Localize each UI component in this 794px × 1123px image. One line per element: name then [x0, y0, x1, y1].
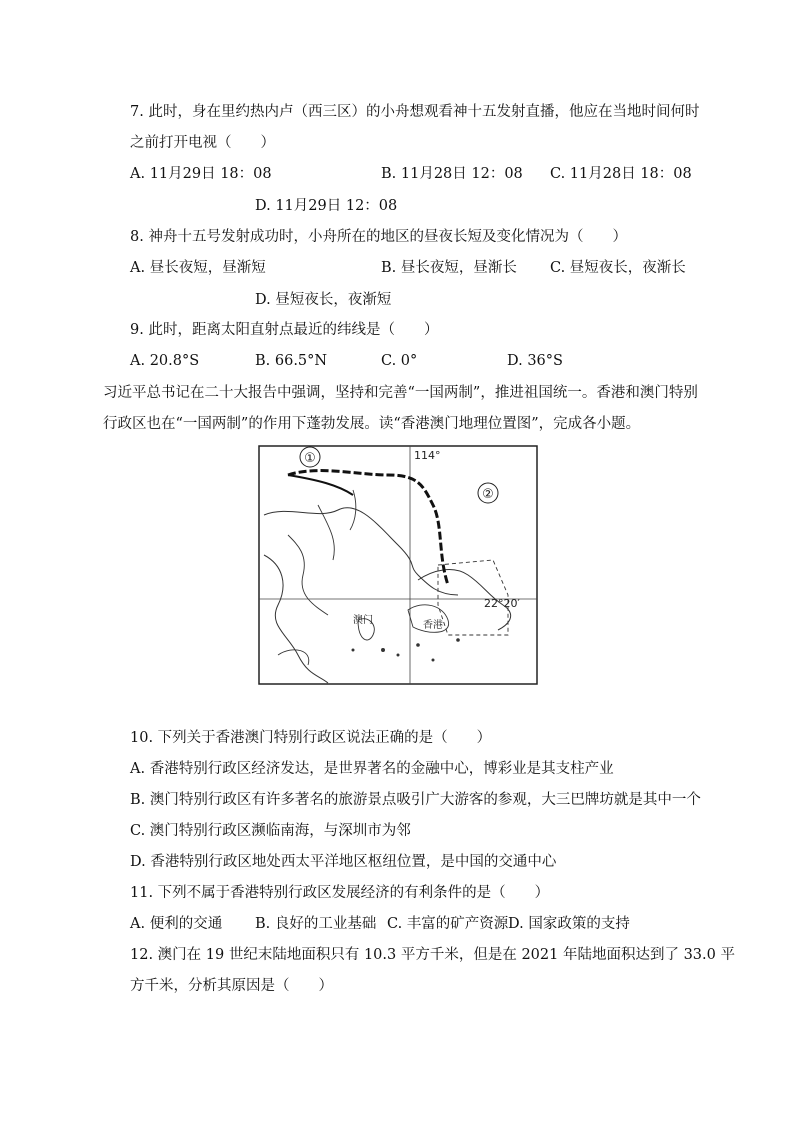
q11-stem: 11. 下列不属于香港特别行政区发展经济的有利条件的是（ ）	[130, 885, 550, 901]
q7-option-c: C. 11月28日 18：08	[550, 166, 692, 182]
longitude-label: 114°	[414, 449, 441, 462]
q9-option-a: A. 20.8°S	[130, 353, 200, 369]
q11-option-b: B. 良好的工业基础	[255, 916, 377, 932]
q11-option-a: A. 便利的交通	[130, 916, 223, 932]
q7-option-d: D. 11月29日 12：08	[255, 198, 398, 214]
q8-option-d: D. 昼短夜长，夜渐短	[255, 292, 392, 308]
q8-stem: 8. 神舟十五号发射成功时，小舟所在的地区的昼夜长短及变化情况为（ ）	[130, 229, 627, 245]
q7-stem-line1: 7. 此时，身在里约热内卢（西三区）的小舟想观看神十五发射直播，他应在当地时间何时	[130, 104, 700, 120]
intro-line1: 习近平总书记在二十大报告中强调，坚持和完善“一国两制”，推进祖国统一。香港和澳门特别	[103, 385, 698, 401]
q9-option-d: D. 36°S	[507, 353, 563, 369]
hongkong-macau-map	[258, 445, 538, 685]
map-frame	[259, 446, 537, 684]
q10-option-c: C. 澳门特别行政区濒临南海，与深圳市为邻	[130, 823, 411, 839]
map-label-1: ①	[304, 451, 316, 466]
q10-option-d: D. 香港特别行政区地处西太平洋地区枢纽位置，是中国的交通中心	[130, 854, 557, 870]
q8-option-b: B. 昼长夜短，昼渐长	[381, 260, 517, 276]
q8-option-c: C. 昼短夜长，夜渐长	[550, 260, 686, 276]
q8-option-a: A. 昼长夜短，昼渐短	[130, 260, 266, 276]
q11-option-d: D. 国家政策的支持	[508, 916, 630, 932]
q9-option-c: C. 0°	[381, 353, 418, 369]
latitude-label: 22°20′	[484, 597, 520, 610]
q7-stem-line2: 之前打开电视（ ）	[130, 135, 275, 151]
q7-option-b: B. 11月28日 12：08	[381, 166, 523, 182]
q10-option-a: A. 香港特别行政区经济发达，是世界著名的金融中心，博彩业是其支柱产业	[130, 761, 614, 777]
q11-option-c: C. 丰富的矿产资源	[387, 916, 509, 932]
hongkong-label: 香港	[423, 620, 443, 631]
intro-line2: 行政区也在“一国两制”的作用下蓬勃发展。读“香港澳门地理位置图”，完成各小题。	[103, 416, 641, 432]
q9-stem: 9. 此时，距离太阳直射点最近的纬线是（ ）	[130, 322, 439, 338]
q7-option-a: A. 11月29日 18：08	[130, 166, 272, 182]
q12-stem-line1: 12. 澳门在 19 世纪末陆地面积只有 10.3 平方千米，但是在 2021 年陆地面积达到了 33.0 平	[130, 947, 735, 963]
q10-stem: 10. 下列关于香港澳门特别行政区说法正确的是（ ）	[130, 730, 492, 746]
q10-option-b: B. 澳门特别行政区有许多著名的旅游景点吸引广大游客的参观，大三巴牌坊就是其中一个	[130, 792, 701, 808]
q12-stem-line2: 方千米，分析其原因是（ ）	[130, 978, 333, 994]
map-label-2: ②	[482, 487, 494, 502]
q9-option-b: B. 66.5°N	[255, 353, 328, 369]
macau-label: 澳门	[353, 615, 373, 626]
